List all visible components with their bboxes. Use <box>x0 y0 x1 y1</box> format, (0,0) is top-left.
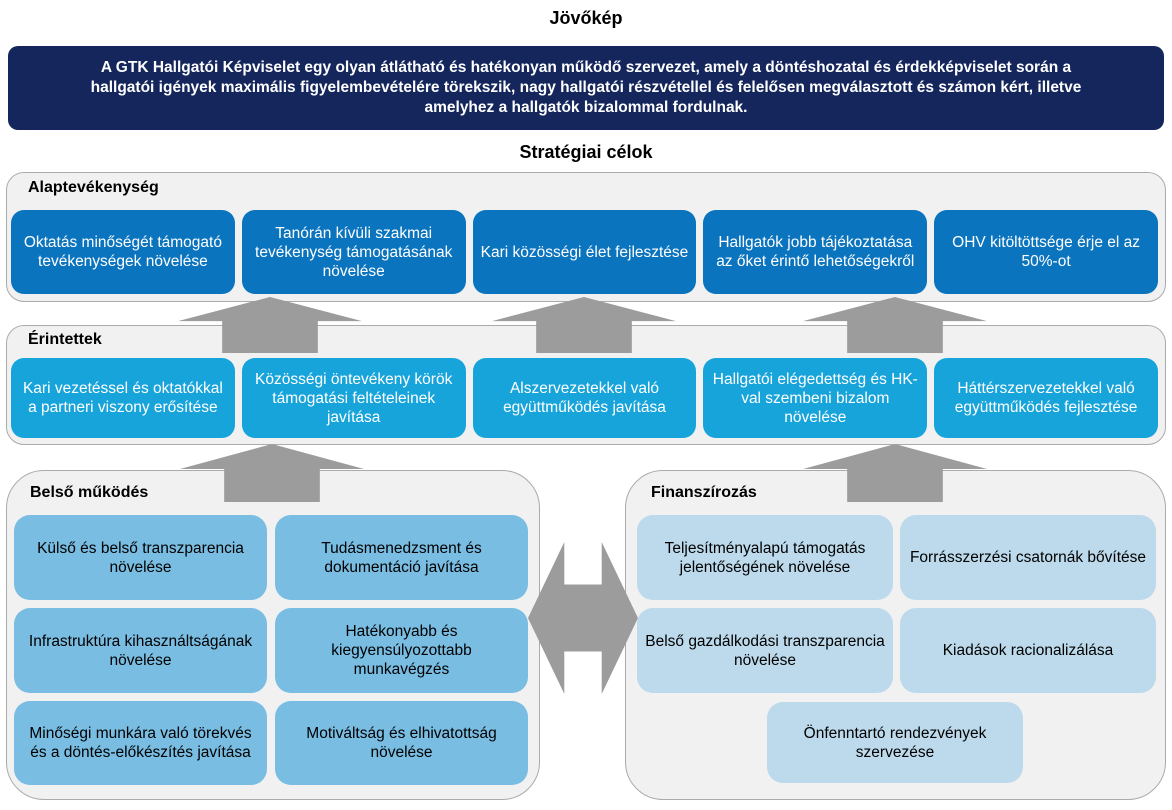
goal-box: Tudásmenedzsment és dokumentáció javítása <box>275 515 528 600</box>
goal-box: Belső gazdálkodási transzparencia növelése <box>637 608 893 693</box>
goal-box: Oktatás minőségét támogató tevékenységek növelése <box>11 210 235 294</box>
goal-box: Alszervezetekkel való együttműködés javítása <box>473 358 697 438</box>
vision-banner <box>8 46 1164 130</box>
goal-box: Önfenntartó rendezvények szervezése <box>767 702 1023 783</box>
vision-text-line: amelyhez a hallgatók bizalommal fordulnak. <box>424 99 748 116</box>
goal-box: Háttérszervezetekkel való együttműködés fejlesztése <box>934 358 1158 438</box>
vision-text-line: A GTK Hallgatói Képviselet egy olyan átlátható és hatékonyan működő szervezet, amely a döntéshozatal és érdekképviselet során a <box>100 59 1072 76</box>
goal-box: OHV kitöltöttsége érje el az 50%-ot <box>934 210 1158 294</box>
panel-financing-title: Finanszírozás <box>651 484 757 501</box>
goal-box: Hatékonyabb és kiegyensúlyozottabb munkavégzés <box>275 608 528 693</box>
vision-title: Jövőkép <box>549 8 623 28</box>
goal-box: Motiváltság és elhivatottság növelése <box>275 701 528 785</box>
goal-box: Kari vezetéssel és oktatókkal a partneri viszony erősítése <box>11 358 235 438</box>
vision-text-line: hallgatói igények maximális figyelembevételére törekszik, nagy hallgatói részvétellel és felelősen megválasztott és számon kért, illetve <box>90 79 1082 96</box>
goal-box: Külső és belső transzparencia növelése <box>14 515 267 600</box>
goal-box: Kiadások racionalizálása <box>900 608 1156 693</box>
goal-box: Hallgatói elégedettség és HK-val szembeni bizalom növelése <box>703 358 927 438</box>
stakeholders-goal-row <box>11 358 1158 438</box>
left-right-arrow-icon <box>528 542 638 694</box>
goal-box: Forrásszerzési csatornák bővítése <box>900 515 1156 600</box>
goal-box: Kari közösségi élet fejlesztése <box>473 210 697 294</box>
goal-box: Tanórán kívüli szakmai tevékenység támogatásának növelése <box>242 210 466 294</box>
goal-box: Hallgatók jobb tájékoztatása az őket érintő lehetőségekről <box>703 210 927 294</box>
goal-box: Teljesítményalapú támogatás jelentőségének növelése <box>637 515 893 600</box>
goal-box: Minőségi munkára való törekvés és a döntés-előkészítés javítása <box>14 701 267 785</box>
core-activity-goal-row <box>11 210 1158 294</box>
goal-box: Infrastruktúra kihasználtságának növelése <box>14 608 267 693</box>
strategic-goals-title: Stratégiai célok <box>519 142 653 162</box>
panel-internal-operations-title: Belső működés <box>30 484 149 501</box>
panel-stakeholders-title: Érintettek <box>28 331 102 348</box>
panel-core-activity-title: Alaptevékenység <box>28 179 159 196</box>
goal-box: Közösségi öntevékeny körök támogatási feltételeinek javítása <box>242 358 466 438</box>
